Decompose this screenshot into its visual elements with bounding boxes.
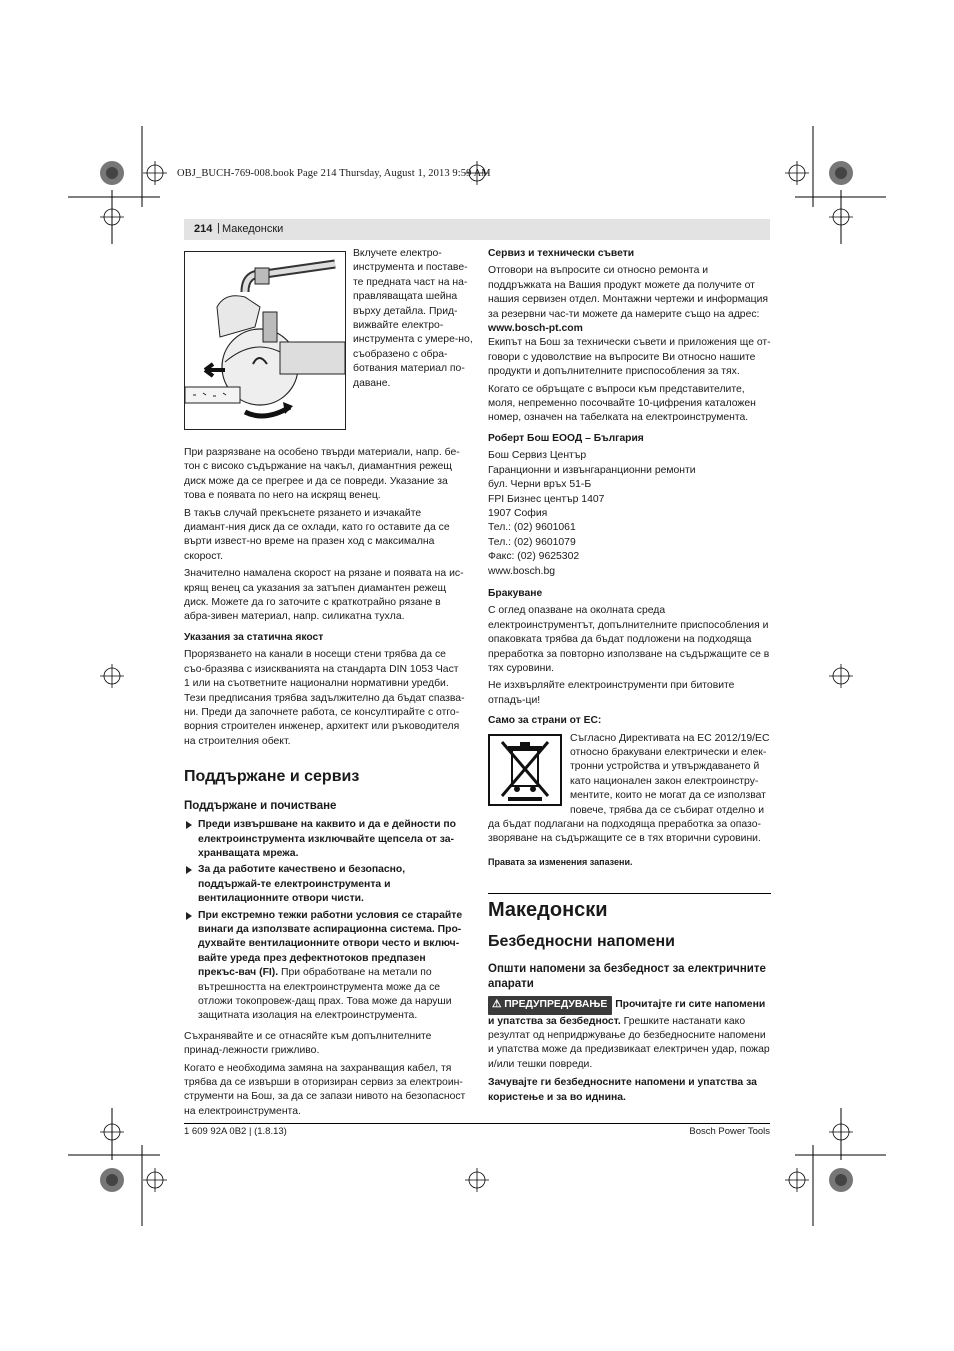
section-heading-maintenance: Поддържане и сервиз xyxy=(184,768,360,786)
paragraph: Съхранявайте и се отнасяйте към допълнителните принад-лежности грижливо. xyxy=(184,1030,432,1057)
angle-grinder-guide-icon xyxy=(185,252,345,429)
rights-notice: Правата за изменения запазени. xyxy=(488,856,633,867)
paragraph: Значително намалена скорост на рязане и появата на ис-крящ венец са указания за затъпен диамантен режещ диск. Можете да го заточите с краткотрайно рязане в абра-зивен материал, напр. силикатна тухла. xyxy=(184,568,464,623)
left-column xyxy=(184,446,466,1122)
warning-paragraph: ⚠ ПРЕДУПРЕДУВАЊЕ Прочитајте ги сите напомени и упатства за безбедност. Грешките настанати како резултат од непридржување до безбедносните напомени и упатства може да предизвикаат електричен удар, пожар и/или тешки повреди. xyxy=(488,996,771,1072)
crossed-bin-icon xyxy=(488,734,562,806)
address-line: Гаранционни и извънгаранционни ремонти xyxy=(488,464,696,476)
address-block xyxy=(488,449,771,579)
paragraph: Съгласно Директивата на ЕС 2012/19/ЕС относно бракувани електрически и елек-тронни устройства и утвърждаването й като национален закон електроинстру-ментите, които не могат да се използват повече, трябва да се събират отделно и да бъдат подлагани на подходяща преработка за опазо-зворяване на съдържащите се в тях вторични суровини. xyxy=(488,732,770,845)
bullet-triangle-icon xyxy=(186,912,192,920)
page-number: 214 xyxy=(194,223,213,235)
address-line: Бош Сервиз Център xyxy=(488,450,587,462)
footer-rule xyxy=(184,1123,770,1124)
list-item: При екстремно тежки работни условия се старайте винаги да използвате аспирационна система. Про-духвайте вентилационните отвори често и включ-вайте уреда през дефектнотоков предпазен прекъс-вач (FI). При обработване на метали по вътрешността на електроинструмента може да се отложи токопровеж-дащ прах. Това може да наруши защитната изолация на електроинструмента. xyxy=(184,909,466,1024)
section-title-macedonian: Македонски xyxy=(488,899,608,922)
list-item: За да работите качествено и безопасно, поддържай-те електроинструмента и вентилационните отвори чисти. xyxy=(184,863,466,906)
address-line: бул. Черни връх 51-Б xyxy=(488,479,592,491)
subheading-service: Сервиз и технически съвети xyxy=(488,248,635,259)
subheading-cleaning: Поддържане и почистване xyxy=(184,800,337,813)
running-header xyxy=(184,219,770,240)
paragraph: С оглед опазване на околната среда електроинструментът, допълнителните приспособления и опаковката трябва да бъдат подложени на подходяща преработка за повторно използване на съдържащите се в тях суровини. xyxy=(488,605,770,674)
paragraph: Не изхвърляйте електроинструменти при битовите отпадъ-ци! xyxy=(488,680,735,706)
warning-badge: ⚠ ПРЕДУПРЕДУВАЊЕ xyxy=(488,996,612,1014)
bullet-triangle-icon xyxy=(186,821,192,829)
paragraph: Когато е необходима замяна на захранващия кабел, тя трябва да се извърши в оторизиран сервиз за електроин-струменти на Бош, за да се запази нивото на безопасност на електроинструмента. xyxy=(184,1062,466,1117)
tool-illustration xyxy=(184,251,346,430)
subheading-eu: Само за страни от ЕС: xyxy=(488,715,602,727)
address-line: FPI Бизнес център 1407 xyxy=(488,493,605,505)
subheading-disposal: Бракуване xyxy=(488,587,543,599)
address-line: Факс: (02) 9625302 xyxy=(488,551,580,563)
address-line: www.bosch.bg xyxy=(488,565,555,577)
footer-brand: Bosch Power Tools xyxy=(689,1126,770,1137)
header-language: Македонски xyxy=(222,223,284,235)
service-url: www.bosch-pt.com xyxy=(488,323,583,335)
paragraph: В такъв случай прекъснете рязането и изчакайте диамант-ния диск да се охлади, като го оставите да се върти извест-но време на празен ход с максимална скорост. xyxy=(184,507,450,562)
bullet-triangle-icon xyxy=(186,866,192,874)
print-header: OBJ_BUCH-769-008.book Page 214 Thursday, August 1, 2013 9:59 AM xyxy=(177,168,491,179)
list-item: Преди извършване на каквито и да е дейности по електроинструмента изключвайте щепсела от за-хранващата мрежа. xyxy=(184,818,466,861)
paragraph: Отговори на въпросите си относно ремонта и поддръжката на Вашия продукт можете да получите от нашия сервизен отдел. Монтажни чертежи и информация за резервни час-ти можете да намерите също на адрес: xyxy=(488,265,769,320)
footer-code: 1 609 92A 0B2 | (1.8.13) xyxy=(184,1126,287,1137)
section-heading-safety: Безбедносни напомени xyxy=(488,933,675,951)
subheading-general-safety: Општи напомени за безбедност за електричните апарати xyxy=(488,963,766,991)
header-separator: | xyxy=(217,222,220,234)
paragraph: Когато се обръщате с въпроси към представителите, моля, непременно посочвайте 10-цифрения каталожен номер, означен на табелката на електроинструмента. xyxy=(488,383,756,424)
subheading-static: Указания за статична якост xyxy=(184,631,324,643)
paragraph: Прорязването на канали в носещи стени трябва да се съо-бразява с изискванията на стандарта DIN 1053 Част 1 или на съответните национални нормативни уредби. xyxy=(184,649,459,690)
address-line: 1907 София xyxy=(488,507,548,519)
address-line: Тел.: (02) 9601061 xyxy=(488,522,576,534)
address-line: Тел.: (02) 9601079 xyxy=(488,536,576,548)
figure-caption: Вклучете електро-инструмента и поставе-те предната част на на-правляващата шейна върху детайла. Прид-вижвайте електро-инструмента с умере-но, съобразено с обра-ботвания материал по-даване. xyxy=(353,248,473,389)
section-divider xyxy=(488,893,771,894)
company-name: Роберт Бош ЕООД – България xyxy=(488,432,644,444)
paragraph: При разрязване на особено твърди материали, напр. бе-тон с високо съдържание на чакъл, диамантния режещ диск може да се прегрее и да се повреди. Указание за това е появата по него на искрящ венец. xyxy=(184,447,460,502)
right-column xyxy=(488,247,771,1108)
paragraph: Тези предписания трябва задължително да бъдат спазва-ни. Преди да започнете работа, се консултирайте с отго-ворния строителен инженер, архитект или ръководителя на строителния обект. xyxy=(184,692,465,747)
weee-block xyxy=(488,732,771,847)
keep-instructions: Зачувајте ги безбедносните напомени и упатства за користење и за во иднина. xyxy=(488,1077,757,1103)
paragraph: Екипът на Бош за технически съвети и приложения ще от-говори с удоволствие на въпросите Ви относно нашите продукти и допълнителните приспособления за тях. xyxy=(488,337,771,378)
